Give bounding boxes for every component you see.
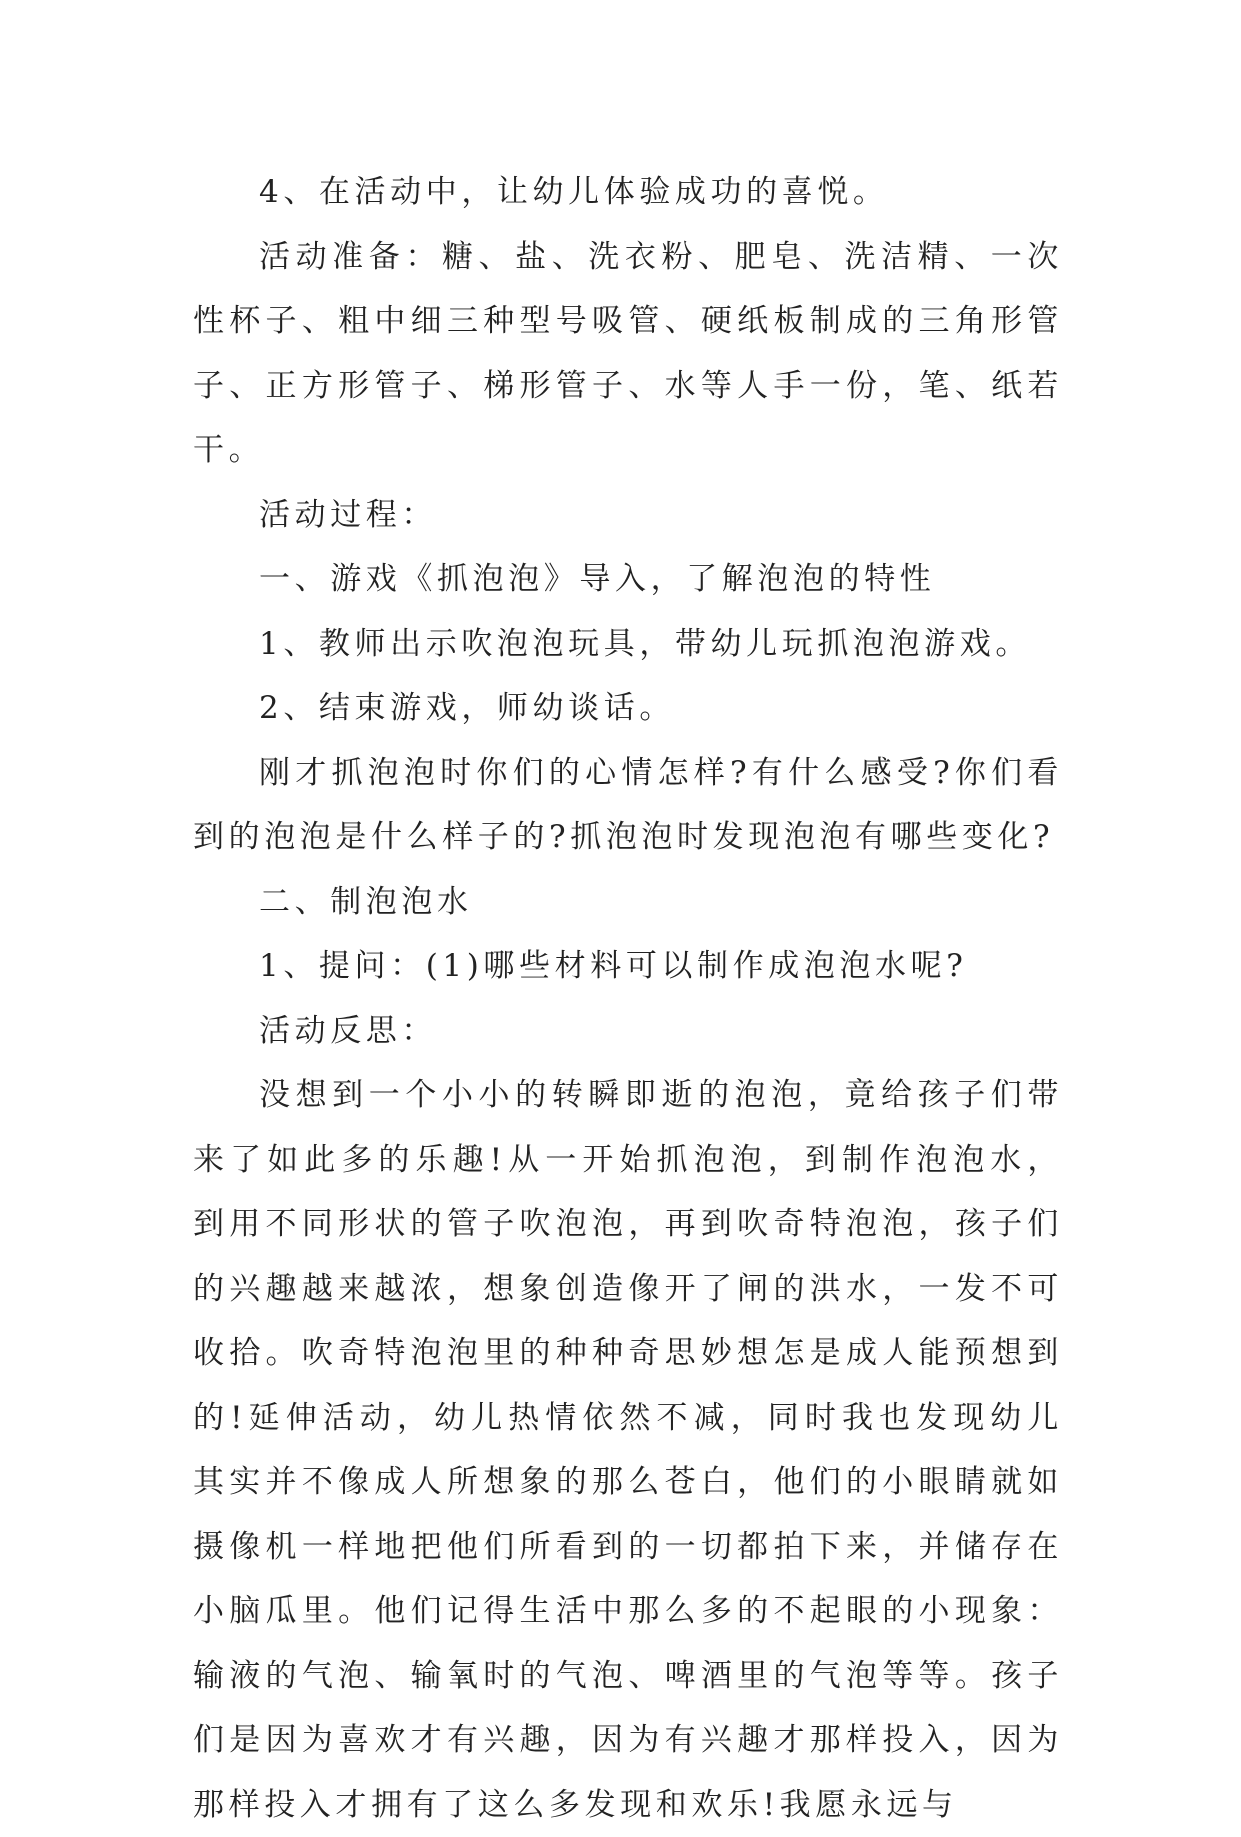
document-body xyxy=(193,160,1063,1837)
paragraph-section-1-heading: 一、游戏《抓泡泡》导入，了解泡泡的特性 xyxy=(259,561,936,597)
paragraph-process-heading: 活动过程： xyxy=(259,496,437,533)
paragraph-section-2-heading: 二、制泡泡水 xyxy=(259,883,473,920)
paragraph-goal-4: 4、在活动中，让幼儿体验成功的喜悦。 xyxy=(259,174,889,210)
paragraph-step-2: 2、结束游戏，师幼谈话。 xyxy=(259,690,675,726)
paragraph-reflection-body: 没想到一个小小的转瞬即逝的泡泡，竟给孩子们带来了如此多的乐趣!从一开始抓泡泡，到制作泡泡水，到用不同形状的管子吹泡泡，再到吹奇特泡泡，孩子们的兴趣越来越浓，想象创造像开了闸的洪水，一发不可收拾。吹奇特泡泡里的种种奇思妙想怎是成人能预想到的!延伸活动，幼儿热情依然不减，同时我也发现幼儿其实并不像成人所想象的那么苍白，他们的小眼睛就如摄像机一样地把他们所看到的一切都拍下来，并储存在小脑瓜里。他们记得生活中那么多的不起眼的小现象：输液的气泡、输氧时的气泡、啤酒里的气泡等等。孩子们是因为喜欢才有兴趣，因为有兴趣才那样投入，因为那样投入才拥有了这么多发现和欢乐!我愿永远与 xyxy=(193,1077,1063,1823)
paragraph-question-1: 1、提问：(1)哪些材料可以制作成泡泡水呢? xyxy=(259,948,968,984)
paragraph-step-1: 1、教师出示吹泡泡玩具，带幼儿玩抓泡泡游戏。 xyxy=(259,625,1031,662)
paragraph-reflection-heading: 活动反思： xyxy=(259,1012,437,1049)
paragraph-materials: 活动准备：糖、盐、洗衣粉、肥皂、洗洁精、一次性杯子、粗中细三种型号吸管、硬纸板制成的三角形管子、正方形管子、梯形管子、水等人手一份，笔、纸若干。 xyxy=(193,238,1063,468)
paragraph-questions: 刚才抓泡泡时你们的心情怎样?有什么感受?你们看到的泡泡是什么样子的?抓泡泡时发现泡泡有哪些变化? xyxy=(193,754,1063,855)
